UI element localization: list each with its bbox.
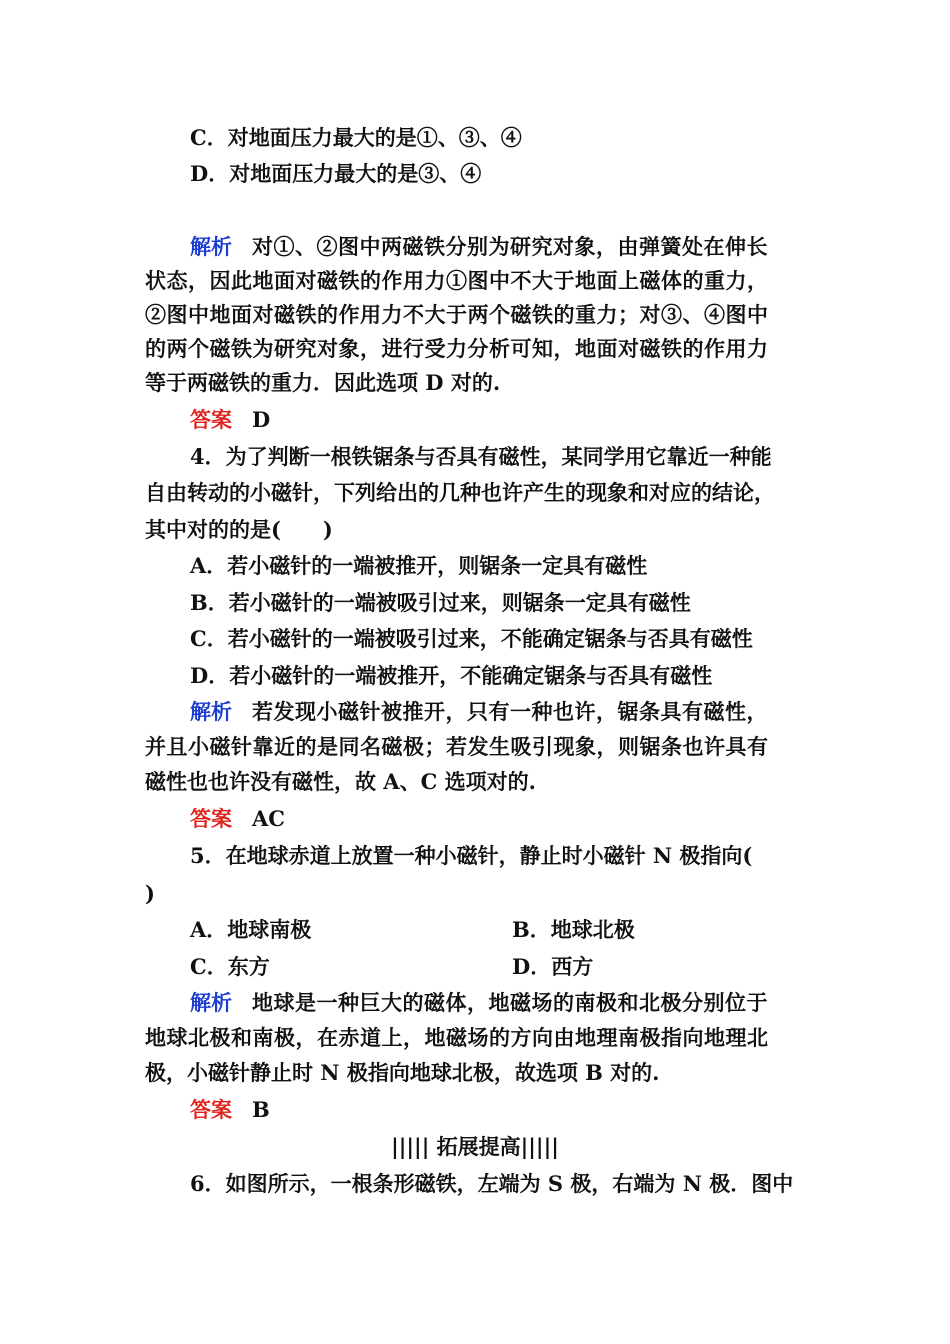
q4-stem-line-2: 自由转动的小磁针，下列给出的几种也许产生的现象和对应的结论， — [145, 480, 775, 505]
q5-stem-line-1: 5．在地球赤道上放置一种小磁针，静止时小磁针 N 极指向( — [190, 843, 753, 868]
q3-analysis-line-2: 状态，因此地面对磁铁的作用力①图中不大于地面上磁体的重力， — [145, 268, 769, 293]
q5-analysis-line-2: 地球北极和南极，在赤道上，地磁场的方向由地理南极指向地理北 — [145, 1025, 769, 1050]
q4-answer — [190, 805, 285, 833]
q5-stem-line-2: ) — [145, 881, 155, 906]
q5-option-c: C．东方 — [190, 954, 270, 979]
q4-stem-line-1: 4．为了判断一根铁锯条与否具有磁性，某同学用它靠近一种能 — [190, 444, 772, 469]
q4-analysis-line-2: 并且小磁针靠近的是同名磁极；若发生吸引现象，则锯条也许具有 — [145, 734, 769, 759]
answer-label: 答案 — [190, 407, 232, 432]
q5-analysis-line-1: 解析 地球是一种巨大的磁体，地磁场的南极和北极分别位于 — [190, 990, 768, 1015]
q4-analysis-line-3: 磁性也也许没有磁性，故 A、C 选项对的. — [145, 769, 536, 794]
analysis-label: 解析 — [190, 699, 232, 724]
q4-option-b: B．若小磁针的一端被吸引过来，则锯条一定具有磁性 — [190, 590, 691, 615]
q3-analysis-line-4: 的两个磁铁为研究对象，进行受力分析可知，地面对磁铁的作用力 — [145, 336, 769, 361]
q4-option-c: C．若小磁针的一端被吸引过来，不能确定锯条与否具有磁性 — [190, 626, 753, 651]
q5-option-a: A．地球南极 — [190, 917, 312, 942]
q5-answer-value: B — [252, 1097, 270, 1122]
q3-answer-value: D — [252, 407, 271, 432]
q4-option-a: A．若小磁针的一端被推开，则锯条一定具有磁性 — [190, 553, 648, 578]
q4-option-d: D．若小磁针的一端被推开，不能确定锯条与否具有磁性 — [190, 663, 713, 688]
q3-analysis-line-3: ②图中地面对磁铁的作用力不大于两个磁铁的重力；对③、④图中 — [145, 302, 769, 327]
section-heading: ||||| 拓展提高||||| — [391, 1134, 559, 1159]
q3-analysis-line-1: 解析 对①、②图中两磁铁分别为研究对象，由弹簧处在伸长 — [190, 234, 768, 259]
q5-option-b: B．地球北极 — [512, 917, 635, 942]
q3-analysis-line-5: 等于两磁铁的重力．因此选项 D 对的. — [145, 370, 501, 395]
q5-answer — [190, 1096, 270, 1124]
q5-analysis-line-3: 极，小磁针静止时 N 极指向地球北极，故选项 B 对的. — [145, 1060, 660, 1085]
q4-answer-value: AC — [252, 806, 286, 831]
q6-stem-line-1: 6．如图所示，一根条形磁铁，左端为 S 极，右端为 N 极．图中 — [190, 1171, 794, 1196]
analysis-label: 解析 — [190, 990, 232, 1015]
answer-label: 答案 — [190, 1097, 232, 1122]
answer-label: 答案 — [190, 806, 232, 831]
q3-option-b: C．对地面压力最大的是①、③、④ — [190, 125, 522, 150]
q4-stem-line-3: 其中对的的是( ) — [145, 517, 333, 542]
q5-option-d: D．西方 — [512, 954, 594, 979]
q3-option-c: D．对地面压力最大的是③、④ — [190, 161, 482, 186]
q4-analysis-line-1: 解析 若发现小磁针被推开，只有一种也许，锯条具有磁性， — [190, 699, 768, 724]
analysis-label: 解析 — [190, 234, 232, 259]
q3-answer — [190, 406, 270, 434]
